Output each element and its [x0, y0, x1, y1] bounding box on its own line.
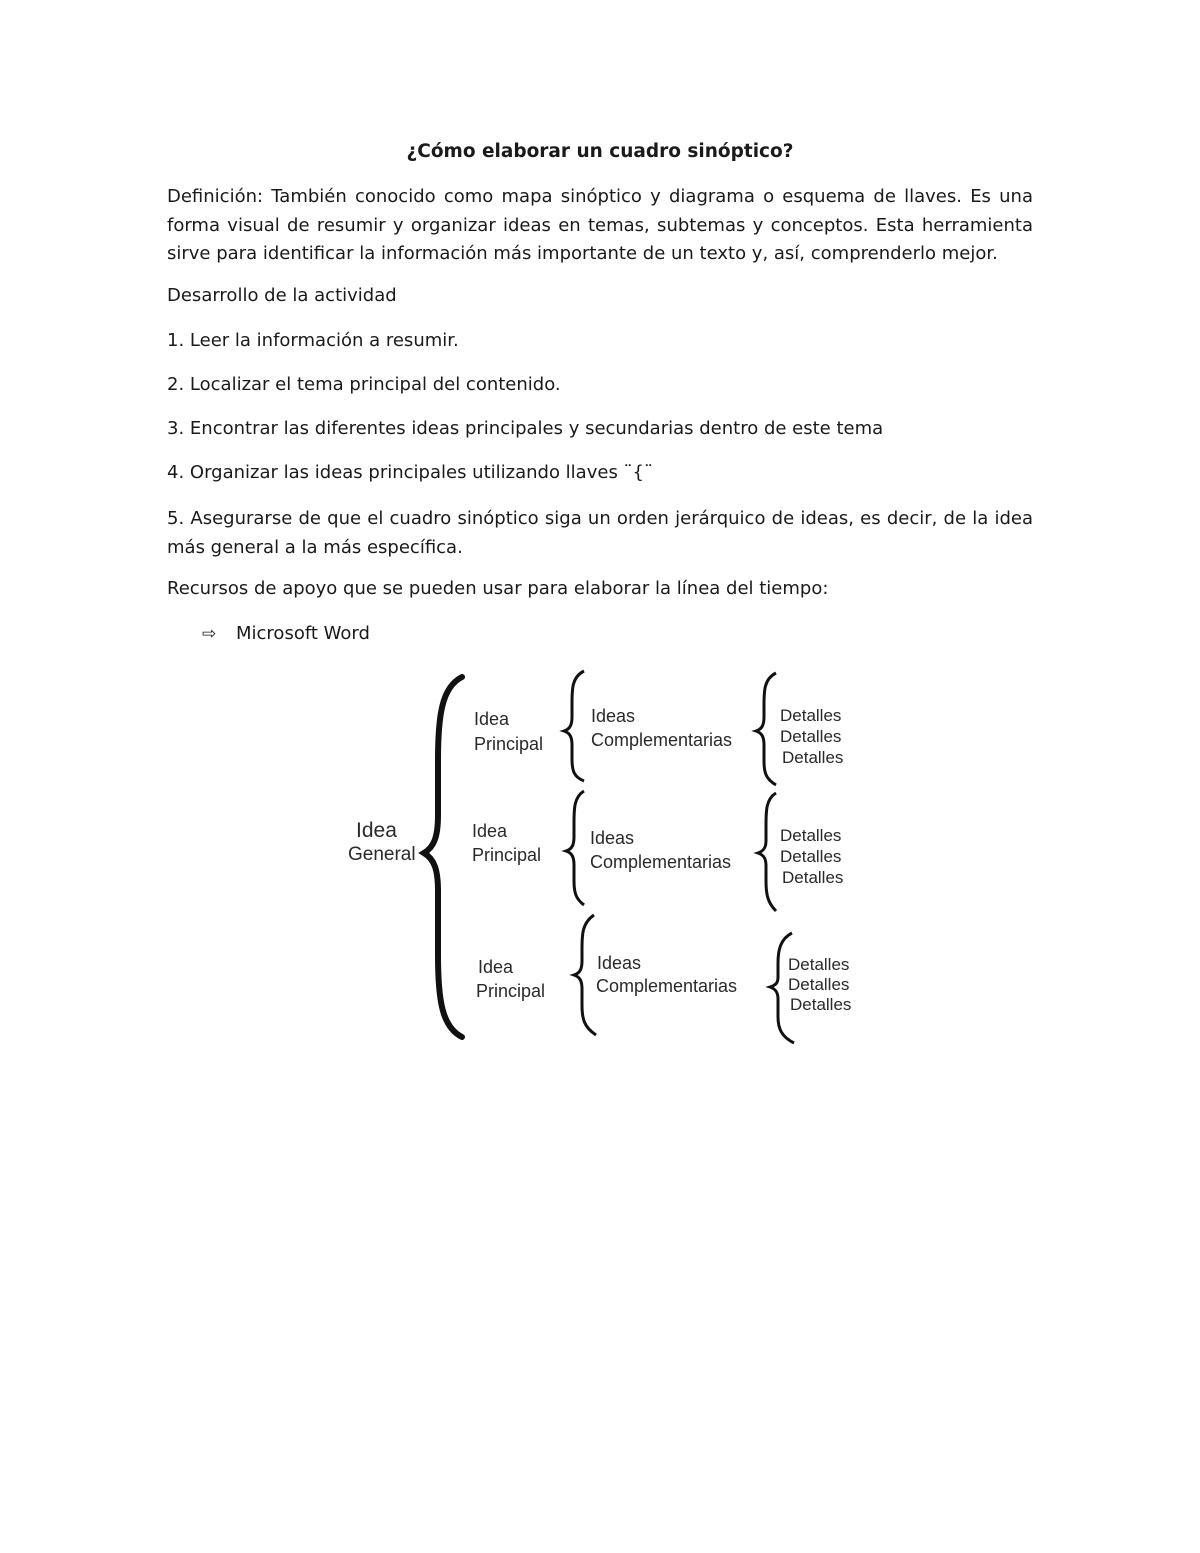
general-idea-line1: Idea [356, 819, 397, 842]
step-text: Organizar las ideas principales utilizando llaves ¨{¨ [189, 462, 653, 483]
resource-label: Microsoft Word [236, 623, 370, 644]
principal-line1: Idea [472, 821, 508, 841]
complementary-line1: Ideas [591, 706, 636, 726]
detail: Detalles [780, 706, 842, 725]
brace-row2-mid [566, 791, 584, 905]
main-brace [424, 677, 462, 1037]
brace-row1-right [756, 673, 776, 785]
detail: Detalles [780, 727, 842, 746]
complementary-line1: Ideas [597, 953, 642, 973]
principal-line1: Idea [474, 709, 510, 729]
detail: Detalles [780, 847, 842, 866]
step-5 [167, 505, 1033, 562]
detail: Detalles [790, 995, 852, 1014]
general-idea-line2: General [348, 844, 416, 865]
resource-item [202, 623, 370, 644]
step-3 [167, 418, 883, 439]
complementary-line2: Complementarias [590, 852, 732, 872]
step-number: 2. [167, 374, 185, 395]
complementary-line2: Complementarias [596, 976, 738, 996]
detail: Detalles [782, 868, 844, 887]
step-4 [167, 462, 653, 483]
principal-line1: Idea [478, 957, 514, 977]
step-number: 5. [167, 508, 185, 529]
step-text: Encontrar las diferentes ideas principales y secundarias dentro de este tema [189, 418, 884, 439]
step-2 [167, 374, 561, 395]
complementary-line1: Ideas [590, 828, 635, 848]
step-text: Localizar el tema principal del contenido. [189, 374, 561, 395]
brace-row1-mid [564, 671, 584, 781]
arrow-right-outline-icon: ⇨ [202, 624, 217, 644]
detail: Detalles [780, 826, 842, 845]
activity-heading: Desarrollo de la actividad [167, 285, 397, 306]
step-number: 4. [167, 462, 185, 483]
step-number: 1. [167, 330, 185, 351]
brace-row3-mid [574, 915, 596, 1035]
resources-heading: Recursos de apoyo que se pueden usar para elaborar la línea del tiempo: [167, 578, 829, 599]
definition-paragraph: Definición: También conocido como mapa sinóptico y diagrama o esquema de llaves. Es una forma visual de resumir y organizar ideas en temas, subtemas y conceptos. Esta herramienta sirve para identificar la información más importante de un texto y, así, comprenderlo mejor. [167, 186, 1033, 264]
detail: Detalles [782, 748, 844, 767]
page-title: ¿Cómo elaborar un cuadro sinóptico? [406, 141, 794, 162]
brace-row2-right [758, 793, 776, 911]
synoptic-diagram [330, 665, 890, 1050]
principal-line2: Principal [472, 845, 542, 865]
step-number: 3. [167, 418, 185, 439]
step-text: Leer la información a resumir. [189, 330, 459, 351]
detail: Detalles [788, 955, 850, 974]
step-text: Asegurarse de que el cuadro sinóptico siga un orden jerárquico de ideas, es decir, de la idea más general a la más específica. [167, 508, 1033, 558]
detail: Detalles [788, 975, 850, 994]
principal-line2: Principal [474, 734, 544, 754]
principal-line2: Principal [476, 981, 546, 1001]
complementary-line2: Complementarias [591, 730, 733, 750]
step-1 [167, 330, 459, 351]
